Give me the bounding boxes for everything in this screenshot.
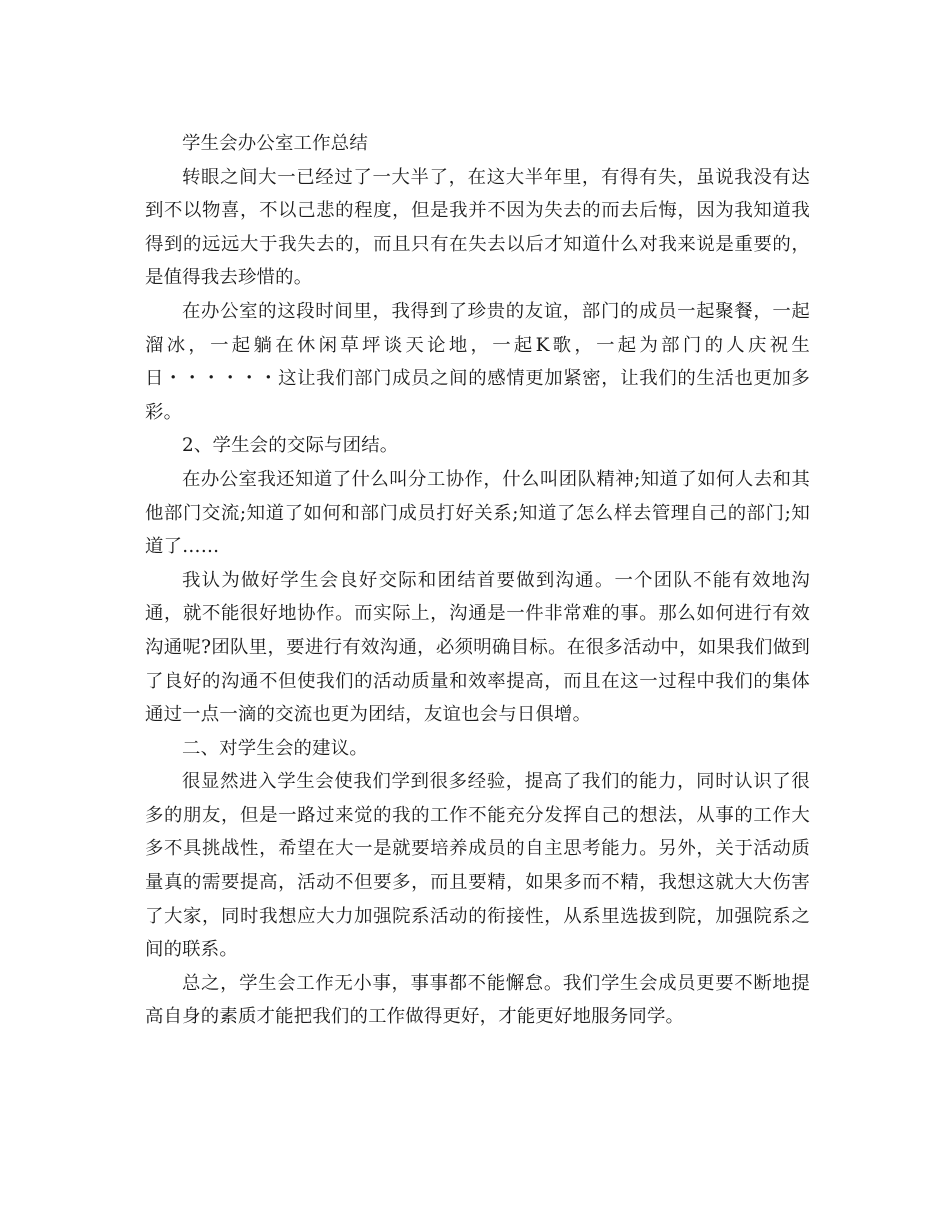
document-title: 学生会办公室工作总结 — [182, 133, 368, 154]
paragraph-intro: 转眼之间大一已经过了一大半了，在这大半年里，有得有失，虽说我没有达到不以物喜，不以己悲的程度，但是我并不因为失去的而去后悔，因为我知道我得到的远远大于我失去的，而且只有在失去以后才知道什么对我来说是重要的，是值得我去珍惜的。 — [145, 166, 810, 289]
document-page — [145, 127, 810, 1034]
section-heading-communication: 2、学生会的交际与团结。 — [182, 435, 399, 457]
paragraph-friendship: 在办公室的这段时间里，我得到了珍贵的友谊，部门的成员一起聚餐，一起溜冰，一起躺在休闲草坪谈天论地，一起K歌，一起为部门的人庆祝生日・・・・・・这让我们部门成员之间的感情更加紧密，让我们的生活也更加多彩。 — [145, 300, 810, 423]
paragraph-suggestions: 很显然进入学生会使我们学到很多经验，提高了我们的能力，同时认识了很多的朋友，但是一路过来觉的我的工作不能充分发挥自己的想法，从事的工作大多不具挑战性，希望在大一是就要培养成员的自主思考能力。另外，关于活动质量真的需要提高，活动不但要多，而且要精，如果多而不精，我想这就大大伤害了大家，同时我想应大力加强院系活动的衔接性，从系里选拔到院，加强院系之间的联系。 — [145, 771, 810, 961]
paragraph-conclusion: 总之，学生会工作无小事，事事都不能懈怠。我们学生会成员更要不断地提高自身的素质才能把我们的工作做得更好，才能更好地服务同学。 — [145, 972, 810, 1028]
paragraph-teamwork: 在办公室我还知道了什么叫分工协作，什么叫团队精神;知道了如何人去和其他部门交流;知道了如何和部门成员打好关系;知道了怎么样去管理自己的部门;知道了…… — [145, 468, 810, 558]
paragraph-communication: 我认为做好学生会良好交际和团结首要做到沟通。一个团队不能有效地沟通，就不能很好地协作。而实际上，沟通是一件非常难的事。那么如何进行有效沟通呢?团队里，要进行有效沟通，必须明确目标。在很多活动中，如果我们做到了良好的沟通不但使我们的活动质量和效率提高，而且在这一过程中我们的集体通过一点一滴的交流也更为团结，友谊也会与日俱增。 — [145, 569, 810, 726]
section-heading-suggestions: 二、对学生会的建议。 — [182, 737, 368, 759]
